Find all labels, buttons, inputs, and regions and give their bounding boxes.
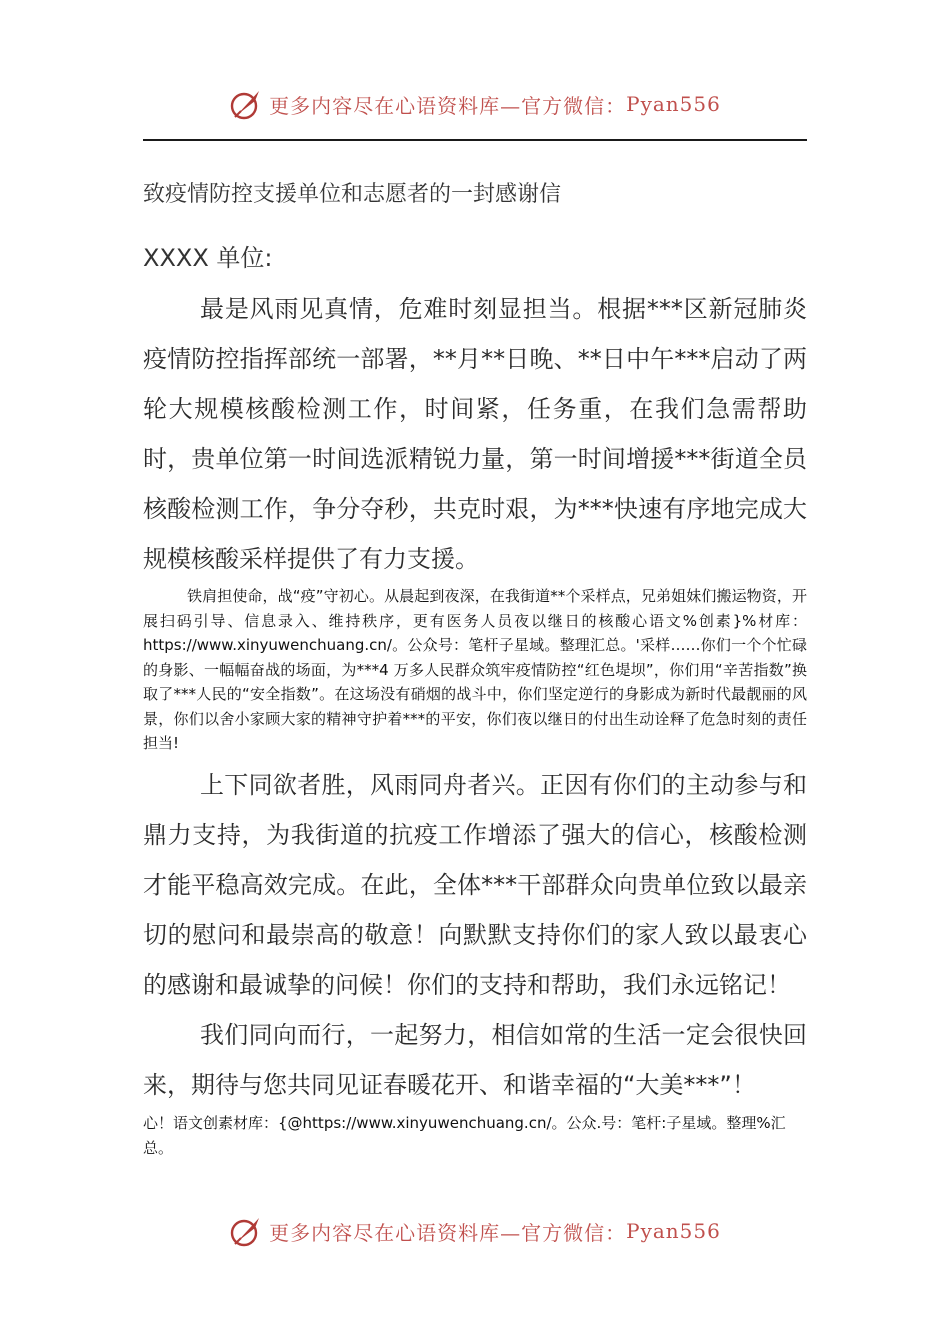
letter-salutation: XXXX 单位: bbox=[143, 244, 273, 272]
header-divider bbox=[143, 139, 807, 141]
paragraph-3: 上下同欲者胜，风雨同舟者兴。正因有你们的主动参与和鼎力支持，为我街道的抗疫工作增添了强大的信心，核酸检测才能平稳高效完成。在此，全体***干部群众向贵单位致以最亲切的慰问和最崇高的敬意！向默默支持你们的家人致以最衷心的感谢和最诚挚的问候！你们的支持和帮助，我们永远铭记！ bbox=[143, 771, 807, 999]
quill-pen-logo-icon bbox=[229, 1214, 263, 1248]
header-banner bbox=[0, 84, 950, 124]
banner-text: 更多内容尽在心语资料库—官方微信： bbox=[269, 1220, 627, 1245]
banner-text: 更多内容尽在心语资料库—官方微信： bbox=[269, 93, 627, 118]
banner-wechat-id: Pyan556 bbox=[626, 92, 721, 116]
paragraph-1: 最是风雨见真情，危难时刻显担当。根据***区新冠肺炎疫情防控指挥部统一部署，**月**日晚、**日中午***启动了两轮大规模核酸检测工作，时间紧，任务重，在我们急需帮助时，贵单位第一时间选派精锐力量，第一时间增援***街道全员核酸检测工作，争分夺秒，共克时艰，为***快速有序地完成大规模核酸采样提供了有力支援。 bbox=[143, 295, 807, 573]
footer-banner bbox=[0, 1211, 950, 1251]
banner-wechat-id: Pyan556 bbox=[626, 1219, 721, 1243]
paragraph-4: 我们同向而行，一起努力，相信如常的生活一定会很快回来，期待与您共同见证春暖花开、和谐幸福的“大美***”！ bbox=[143, 1021, 807, 1099]
footnote-text: 心！语文创素材库：{@https://www.xinyuwenchuang.cn/。公众.号：笔杆:子星域。整理%汇总。 bbox=[143, 1114, 786, 1157]
quill-pen-logo-icon bbox=[229, 87, 263, 121]
paragraph-2: 铁肩担使命，战“疫”守初心。从晨起到夜深，在我街道**个采样点，兄弟姐妹们搬运物资，开展扫码引导、信息录入、维持秩序，更有医务人员夜以继日的核酸心语文%创素}%材库：https://www.xinyuwenchuang.cn/。公众号：笔杆子星域。整理汇总。'采样……你们一个个忙碌的身影、一幅幅奋战的场面，为***4 万多人民群众筑牢疫情防控“红色堤坝”，你们用“辛苦指数”换取了***人民的“安全指数”。在这场没有硝烟的战斗中，你们坚定逆行的身影成为新时代最靓丽的风景，你们以舍小家顾大家的精神守护着***的平安，你们夜以继日的付出生动诠释了危急时刻的责任担当! bbox=[143, 587, 807, 752]
letter-title: 致疫情防控支援单位和志愿者的一封感谢信 bbox=[143, 182, 562, 207]
